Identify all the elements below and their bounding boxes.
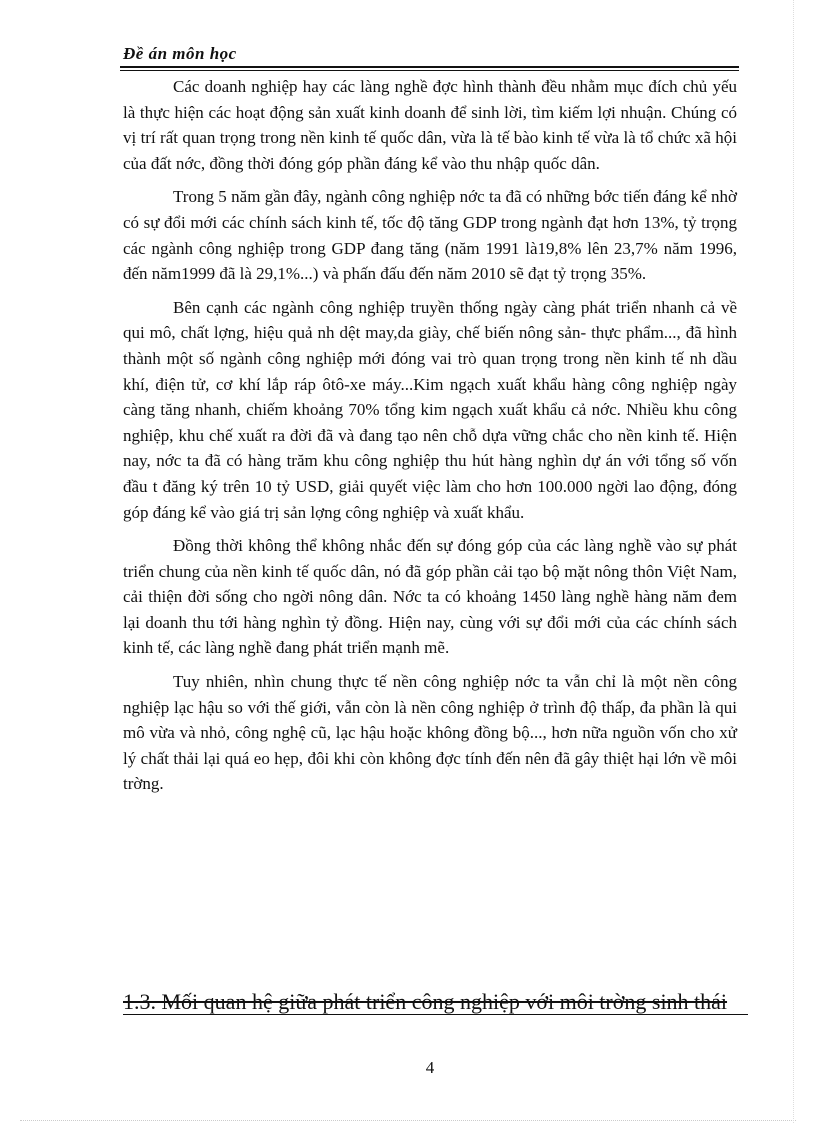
paragraph-2: Trong 5 năm gần đây, ngành công nghiệp nớc ta đã có những bớc tiến đáng kể nhờ có sự đổi mới các chính sách kinh tế, tốc độ tăng GDP trong ngành đạt hơn 13%, tỷ trọng các ngành công nghiệp trong GDP đang tăng (năm 1991 là19,8% lên 23,7% năm 1996, đến năm1999 đã là 29,1%...) và phấn đấu đến năm 2010 sẽ đạt tỷ trọng 35%. [123,187,737,284]
body-text [123,74,737,805]
page-right-border [793,0,794,1123]
page-bottom-border [20,1120,796,1121]
page-number: 4 [425,1058,435,1077]
paragraph-4: Đồng thời không thể không nhắc đến sự đóng góp của các làng nghề vào sự phát triển chung của nền kinh tế quốc dân, nó đã góp phần cải tạo bộ mặt nông thôn Việt Nam, cải thiện đời sống cho ngời nông dân. Nớc ta có khoảng 1450 làng nghề hàng năm đem lại doanh thu tới hàng nghìn tỷ đồng. Hiện nay, cùng với sự đổi mới của các chính sách kinh tế, các làng nghề đang phát triển mạnh mẽ. [123,536,737,658]
paragraph-3: Bên cạnh các ngành công nghiệp truyền thống ngày càng phát triển nhanh cả về qui mô, chất lợng, hiệu quả nh dệt may,da giày, chế biến nông sản- thực phẩm..., đã hình thành một số ngành công nghiệp mới đóng vai trò quan trọng trong nền kinh tế nh dầu khí, điện tử, cơ khí lắp ráp ôtô-xe máy...Kim ngạch xuất khẩu hàng công nghiệp ngày càng tăng nhanh, chiếm khoảng 70% tổng kim ngạch xuất khẩu cả nớc. Nhiều khu công nghiệp, khu chế xuất ra đời đã và đang tạo nên chỗ dựa vững chắc cho nền kinh tế. Hiện nay, nớc ta đã có hàng trăm khu công nghiệp thu hút hàng nghìn dự án với tổng số vốn đầu t đăng ký trên 10 tỷ USD, giải quyết việc làm cho hơn 100.000 ngời lao động, đóng góp đáng kể vào giá trị sản lợng công nghiệp và xuất khẩu. [123,297,737,522]
section-heading-rule [123,1014,748,1015]
section-heading-text: 1.3. Mối quan hệ giữa phát triển công nghiệp với môi trờng sinh thái [123,989,728,1014]
running-header: Đề án môn học [123,44,237,63]
header-rule-thick [120,66,739,68]
paragraph-5: Tuy nhiên, nhìn chung thực tế nền công nghiệp nớc ta vẫn chỉ là một nền công nghiệp lạc hậu so với thế giới, vẫn còn là nền công nghiệp ở trình độ thấp, đa phần là qui mô vừa và nhỏ, công nghệ cũ, lạc hậu hoặc không đồng bộ..., hơn nữa nguồn vốn cho xử lý chất thải lại quá eo hẹp, đôi khi còn không đợc tính đến nên đã gây thiệt hại lớn về môi trờng. [123,672,737,794]
paragraph-1: Các doanh nghiệp hay các làng nghề đợc hình thành đều nhằm mục đích chủ yếu là thực hiện các hoạt động sản xuất kinh doanh để sinh lời, tìm kiếm lợi nhuận. Chúng có vị trí rất quan trọng trong nền kinh tế quốc dân, vừa là tế bào kinh tế vừa là tổ chức xã hội của đất nớc, đồng thời đóng góp phần đáng kể vào thu nhập quốc dân. [123,77,737,173]
header-rule-thin [120,70,739,71]
section-heading [123,987,743,1017]
